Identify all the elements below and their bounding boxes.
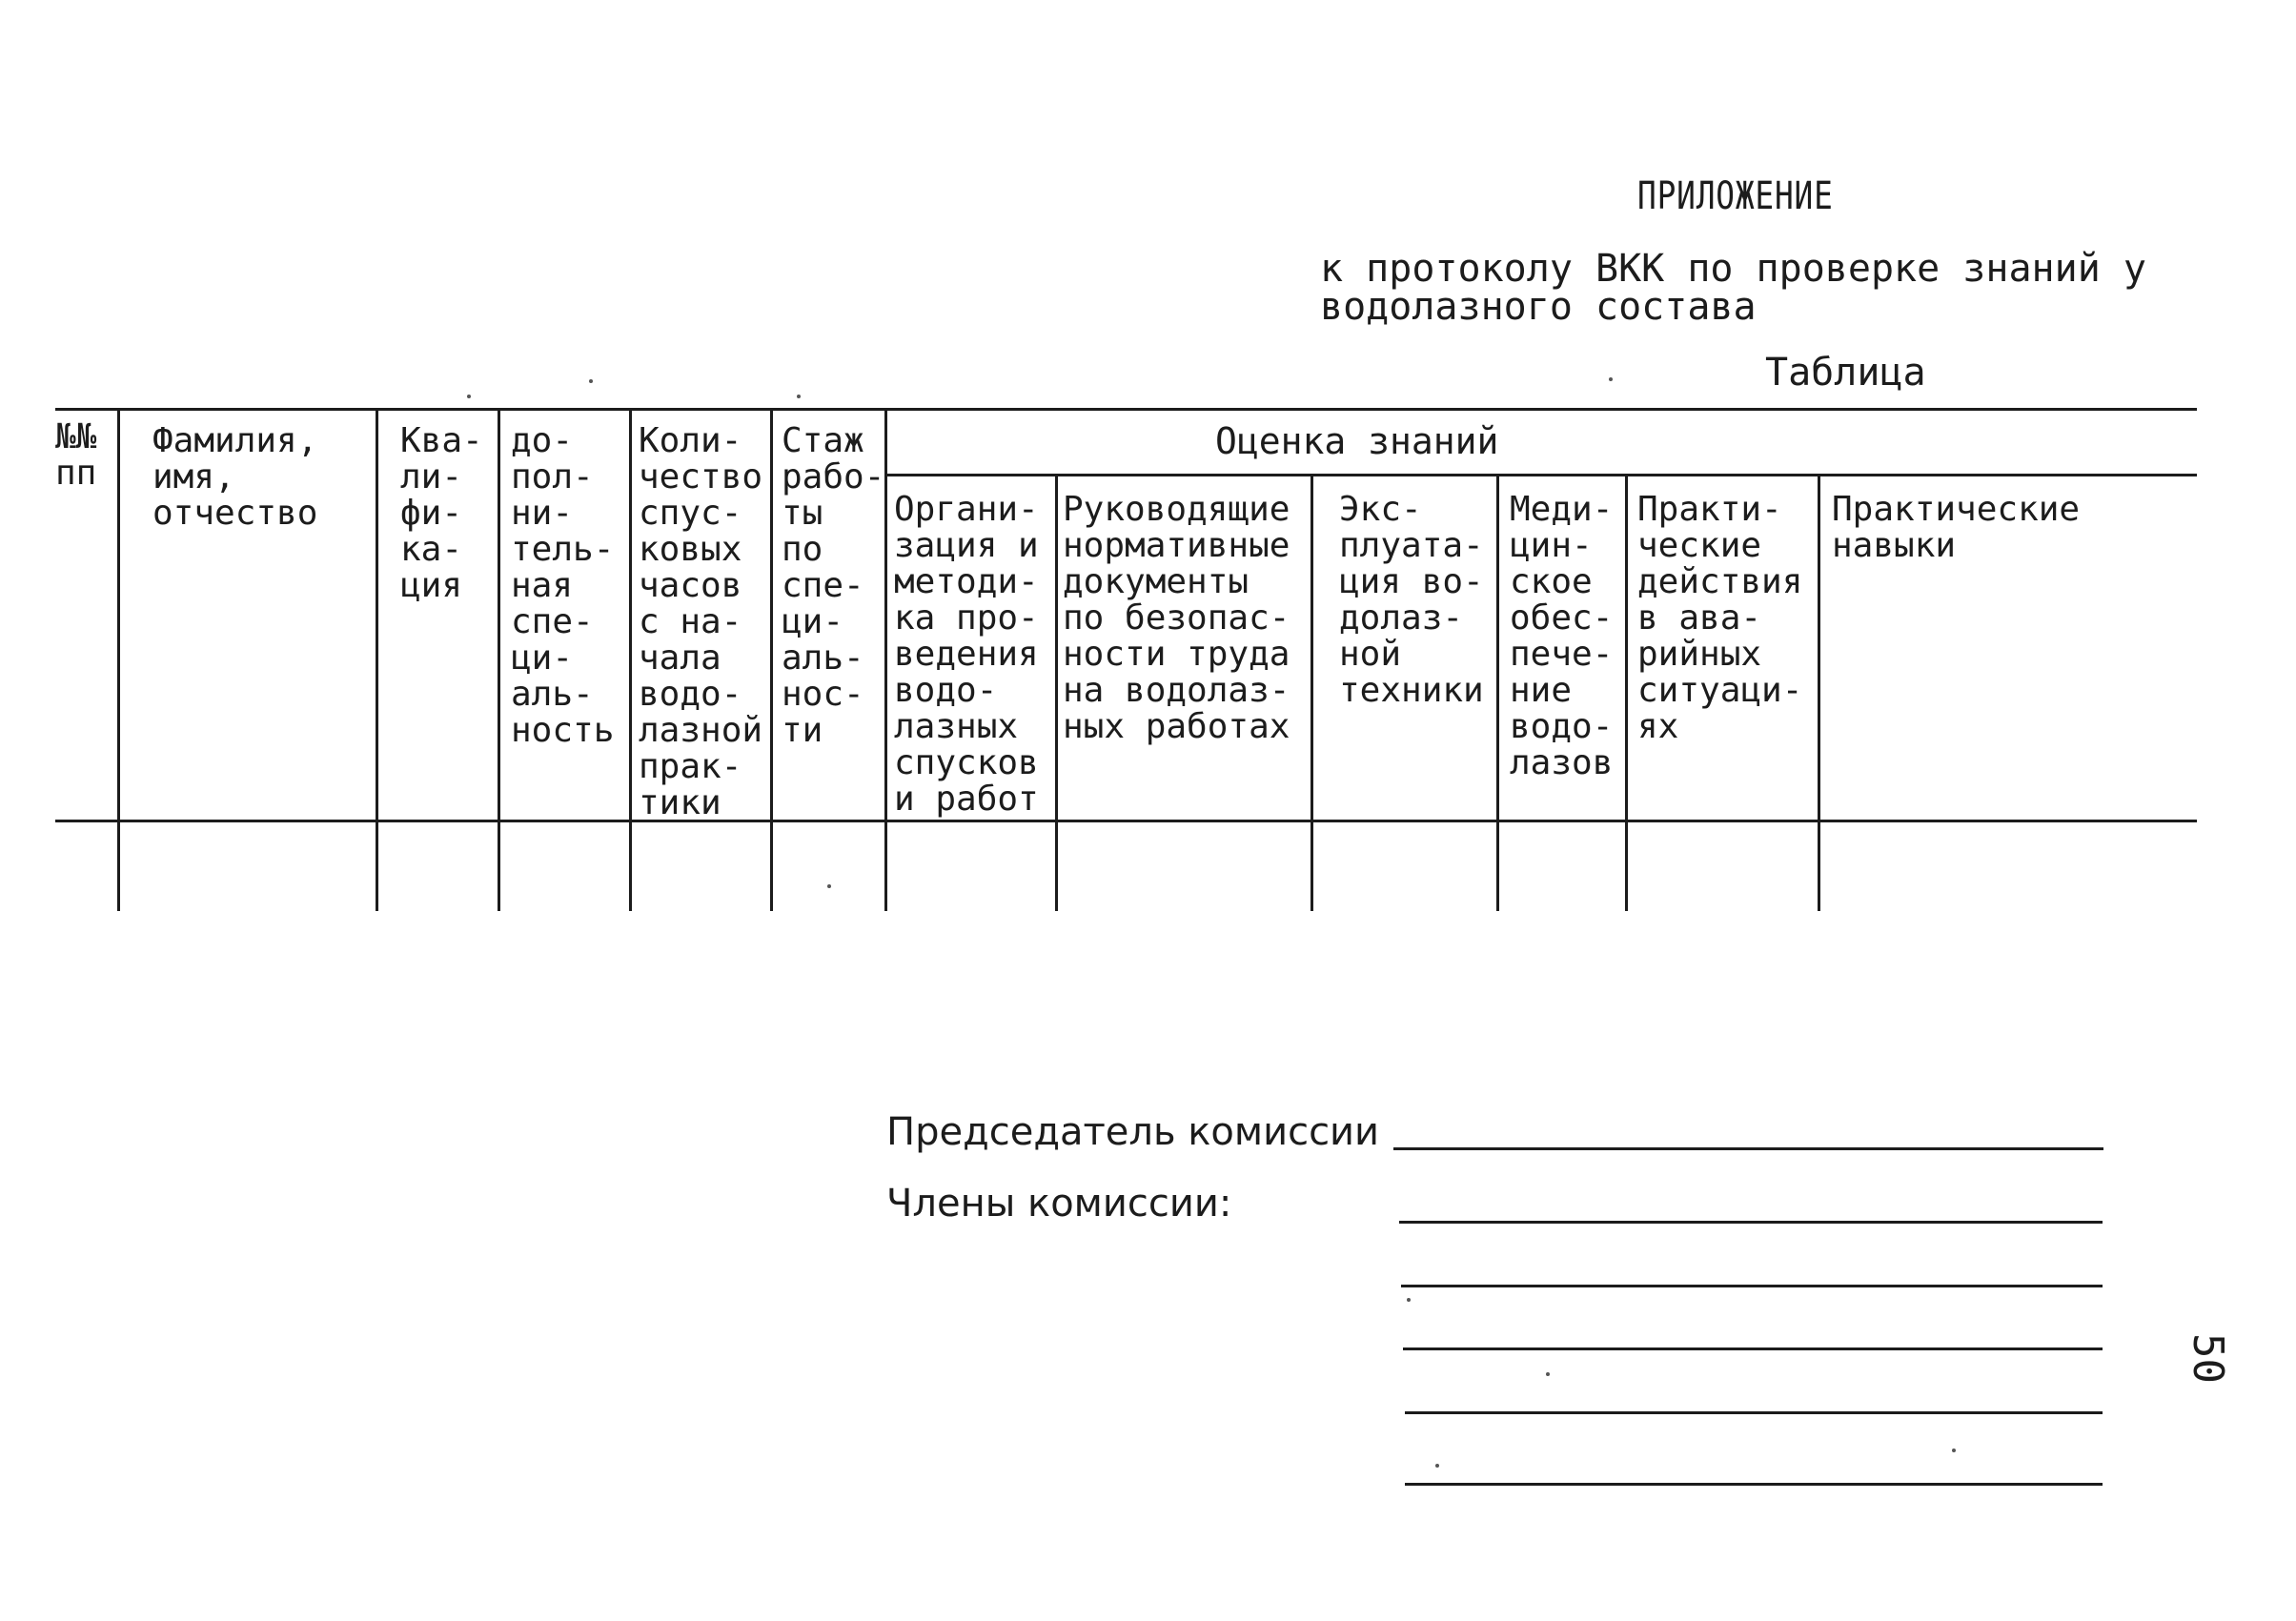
subcol-header-regulations: Руководящие нормативные документы по безопас- ности труда на водолаз- ных работах <box>1063 492 1290 745</box>
col-divider <box>376 408 378 911</box>
col-header-additional-specialty: до- пол- ни- тель- ная спе- ци- аль- ность <box>511 423 615 749</box>
subcol-divider <box>1311 474 1313 911</box>
col-header-number: №№ пп <box>55 419 97 492</box>
col-header-dive-hours: Коли- чество спус- ковых часов с на- чала водо- лазной прак- тики <box>639 423 763 821</box>
group-header-rule <box>884 474 2197 476</box>
col-divider <box>770 408 773 911</box>
page-number: 50 <box>2183 1333 2232 1384</box>
subcol-divider <box>1496 474 1499 911</box>
scan-speck <box>1952 1449 1956 1452</box>
table-label: Таблица <box>1765 351 1926 395</box>
scan-speck <box>1609 377 1613 381</box>
col-header-name: Фамилия, имя, отчество <box>152 423 318 532</box>
member-signature-line <box>1399 1221 2103 1224</box>
subcol-header-practical-skills: Практические навыки <box>1832 492 2081 564</box>
member-signature-line <box>1405 1483 2103 1486</box>
appendix-subtitle: к протоколу ВКК по проверке знаний у водолазного состава <box>1320 247 2146 329</box>
members-label: Члены комиссии: <box>886 1182 1232 1226</box>
group-header-knowledge: Оценка знаний <box>1215 423 1499 459</box>
member-signature-line <box>1405 1411 2103 1414</box>
subcol-divider <box>1055 474 1058 911</box>
appendix-title: ПРИЛОЖЕНИЕ <box>1637 174 1834 218</box>
col-divider <box>629 408 632 911</box>
subcol-divider <box>1625 474 1628 911</box>
subcol-header-medical: Меди- цин- ское обес- пече- ние водо- лазов <box>1510 492 1614 781</box>
scan-speck <box>1407 1298 1411 1302</box>
col-divider <box>117 408 120 911</box>
scan-speck <box>827 884 831 888</box>
member-signature-line <box>1401 1285 2103 1287</box>
chairman-label: Председатель комиссии <box>886 1110 1380 1154</box>
subcol-header-exploitation: Экс- плуата- ция во- долаз- ной техники <box>1339 492 1484 709</box>
scan-speck <box>797 395 801 398</box>
subcol-header-emergency: Практи- ческие действия в ава- рийных ситуаци- ях <box>1637 492 1803 745</box>
col-header-experience: Стаж рабо- ты по спе- ци- аль- нос- ти <box>782 423 884 749</box>
col-header-qualification: Ква- ли- фи- ка- ция <box>400 423 483 604</box>
member-signature-line <box>1403 1347 2103 1350</box>
col-divider <box>498 408 500 911</box>
scan-speck <box>467 395 471 398</box>
chairman-signature-line <box>1393 1147 2103 1150</box>
subcol-divider <box>1818 474 1820 911</box>
scan-speck <box>1546 1372 1550 1376</box>
scan-speck <box>1435 1464 1439 1468</box>
scan-speck <box>589 379 593 383</box>
col-divider <box>884 408 887 911</box>
subcol-header-organization: Органи- зация и методи- ка про- ведения водо- лазных спусков и работ <box>894 492 1039 818</box>
